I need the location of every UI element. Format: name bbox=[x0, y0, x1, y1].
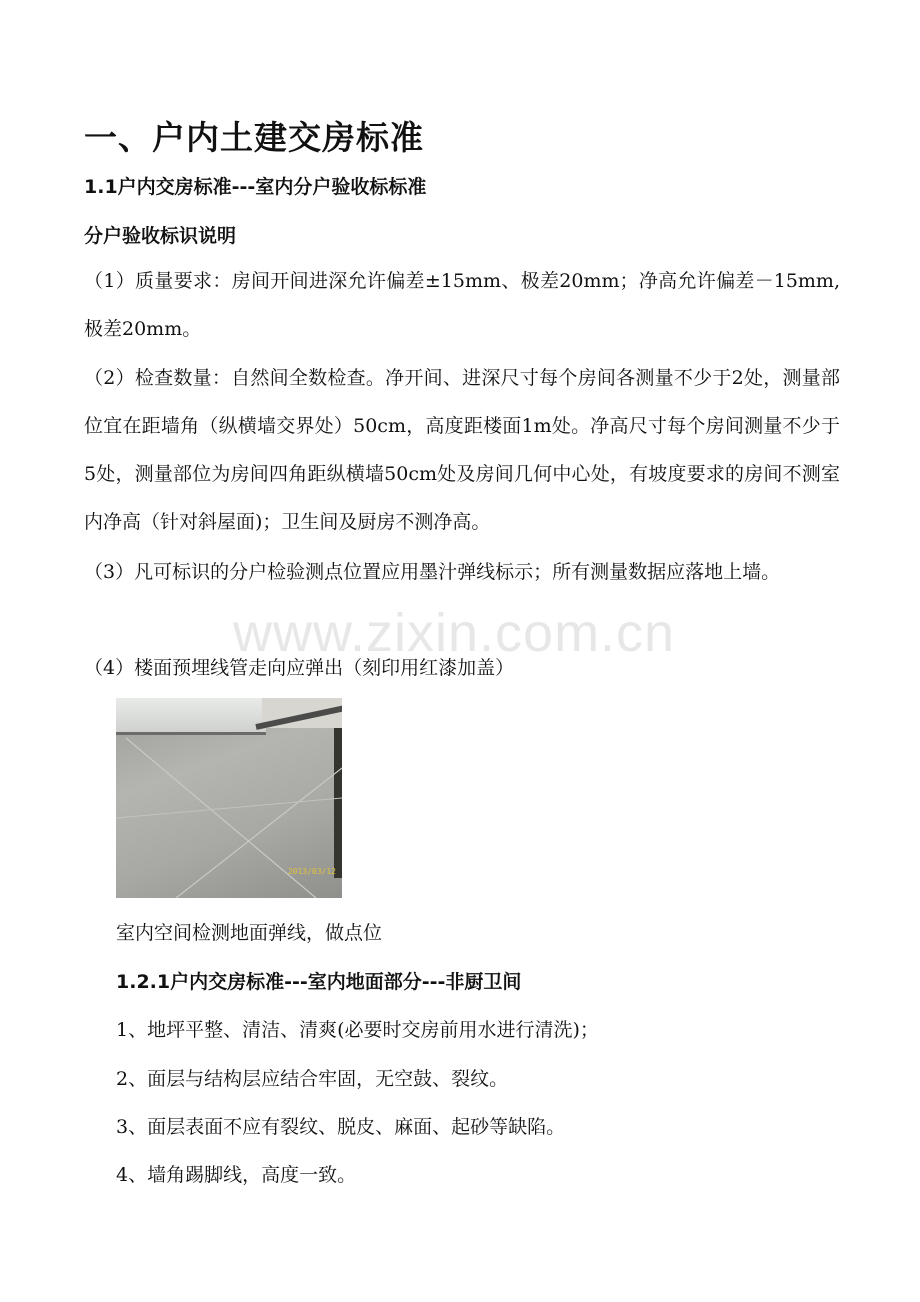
watermark: www.zixin.com.cn bbox=[233, 603, 676, 663]
list-item: 3、面层表面不应有裂纹、脱皮、麻面、起砂等缺陷。 bbox=[116, 1116, 566, 1138]
paragraph-conduit: （4）楼面预埋线管走向应弹出（刻印用红漆加盖） bbox=[84, 657, 515, 679]
chalk-line bbox=[176, 768, 342, 898]
floor-photo bbox=[116, 698, 342, 898]
subheading-labels: 分户验收标识说明 bbox=[84, 225, 237, 247]
chalk-line bbox=[116, 798, 342, 818]
paragraph-inspection-quantity: （2）检查数量：自然间全数检查。净开间、进深尺寸每个房间各测量不少于2处，测量部位宜在距墙角（纵横墙交界处）50cm，高度距楼面1m处。净高尺寸每个房间测量不少于5处，测量部位为房间四角距纵横墙50cm处及房间几何中心处，有坡度要求的房间不测室内净高（针对斜屋面)；卫生间及厨房不测净高。 bbox=[84, 367, 840, 533]
photo-date-stamp: 2013/03/12 bbox=[287, 867, 336, 876]
photo-caption: 室内空间检测地面弹线，做点位 bbox=[116, 922, 383, 944]
list-item: 1、地坪平整、清洁、清爽(必要时交房前用水进行清洗)； bbox=[116, 1019, 599, 1041]
paragraph-quality-requirement: （1）质量要求：房间开间进深允许偏差±15mm、极差20mm；净高允许偏差－15mm, 极差20mm。 bbox=[84, 270, 840, 340]
paragraph-marking: （3）凡可标识的分户检验测点位置应用墨汁弹线标示；所有测量数据应落地上墙。 bbox=[84, 561, 781, 583]
section-heading-1-1: 1.1户内交房标准---室内分户验收标标准 bbox=[84, 176, 427, 198]
section-heading-1-2-1: 1.2.1户内交房标准---室内地面部分---非厨卫间 bbox=[116, 971, 522, 993]
list-item: 2、面层与结构层应结合牢固，无空鼓、裂纹。 bbox=[116, 1068, 509, 1090]
list-item: 4、墙角踢脚线，高度一致。 bbox=[116, 1164, 357, 1186]
page-heading: 一、户内土建交房标准 bbox=[84, 118, 424, 157]
